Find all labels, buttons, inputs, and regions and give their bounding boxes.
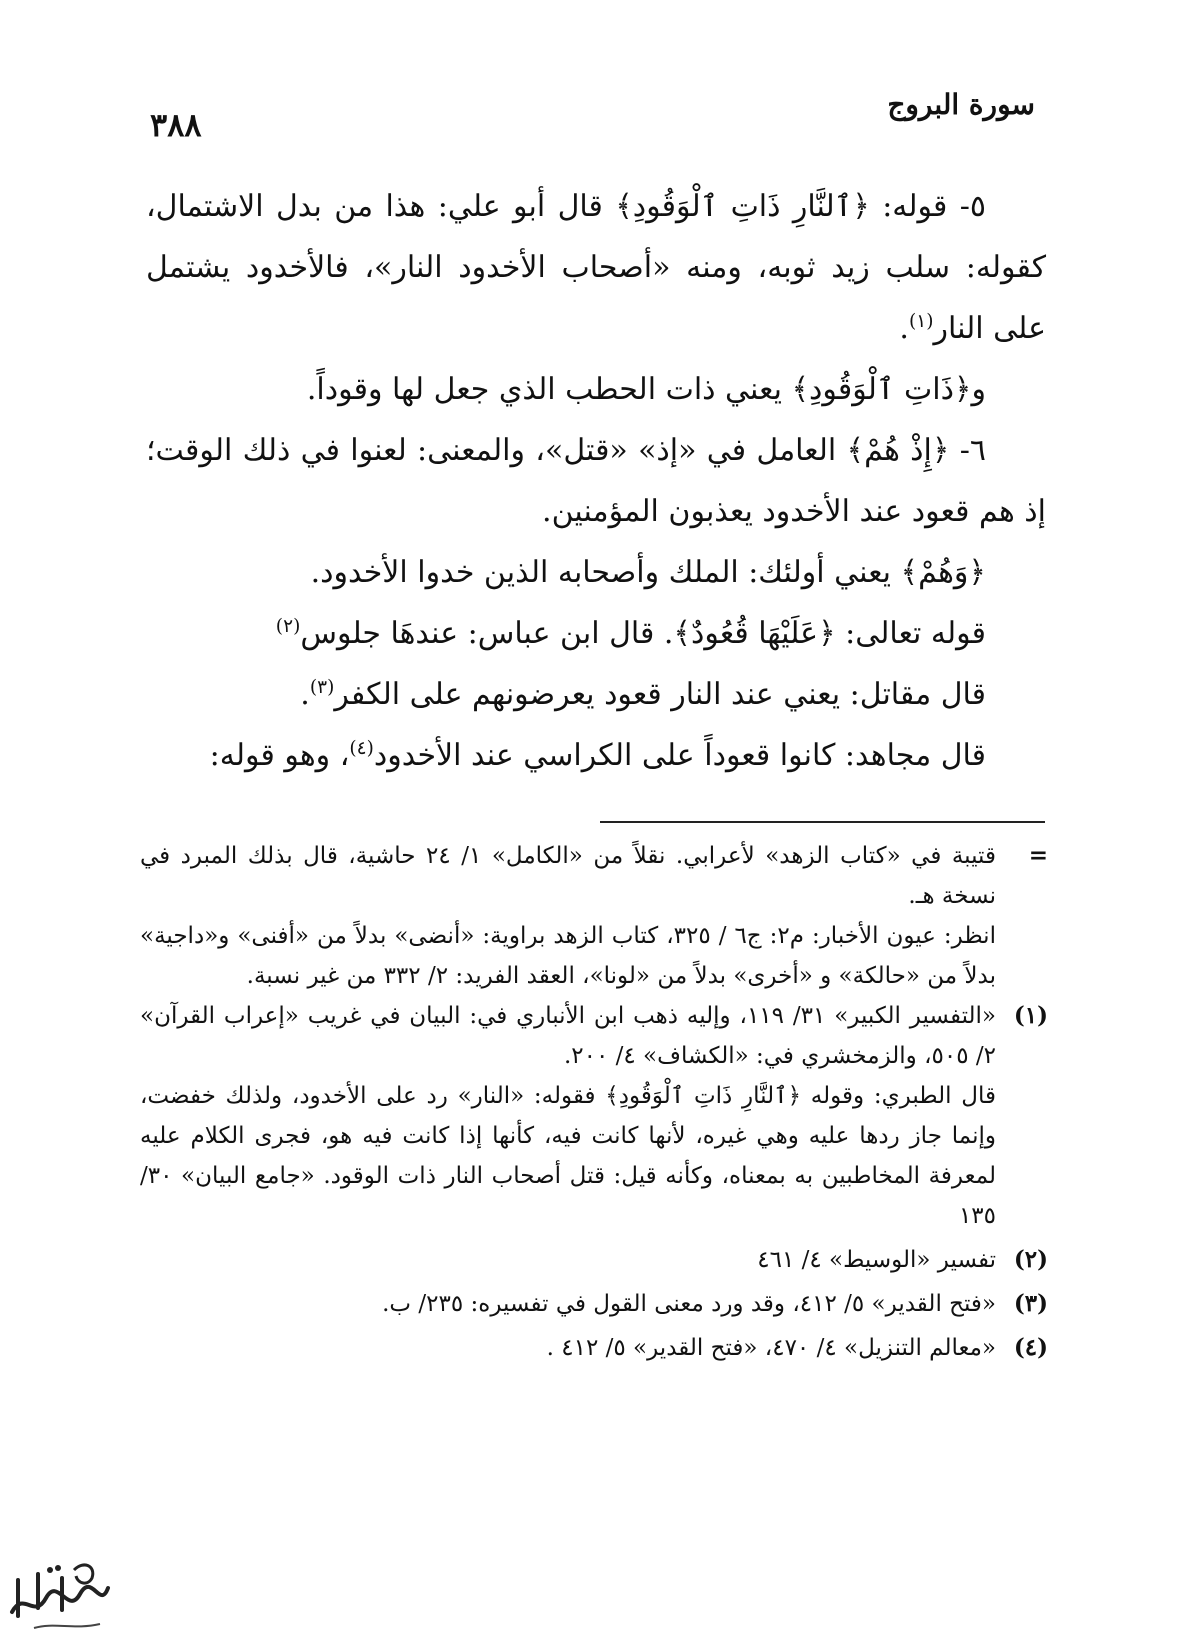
- running-header: [150, 88, 1035, 148]
- almostahmal-logo-icon: [4, 1550, 114, 1640]
- footnote-3: [140, 1284, 1048, 1324]
- footnote-1-paragraph-1: «التفسير الكبير» ٣١/ ١١٩، وإليه ذهب ابن الأنباري في: البيان في غريب «إعراب القرآن» ٢/ ٥٠٥، والزمخشري في: «الكشاف» ٤/ ٢٠٠.: [140, 1003, 996, 1069]
- footnote-4-text: «معالم التنزيل» ٤/ ٤٧٠، «فتح القدير» ٥/ ٤١٢ .: [546, 1335, 996, 1361]
- footnote-ref-3: (٣): [309, 677, 335, 698]
- footnote-1-marker: (١): [1013, 1002, 1048, 1029]
- paragraph-5-text: قوله تعالى: ﴿عَلَيْهَا قُعُودٌ﴾. قال ابن عباس: عندهَا جلوس: [300, 616, 986, 651]
- paragraph-1: [146, 176, 1046, 359]
- footnotes: [140, 836, 1048, 1368]
- paragraph-3: ٦- ﴿إِذْ هُمْ﴾ العامل في «إذ» «قتل»، والمعنى: لعنوا في ذلك الوقت؛ إذ هم قعود عند الأخدود يعذبون المؤمنين.: [146, 433, 1046, 529]
- paragraph-6-tail: .: [300, 677, 310, 712]
- footnote-4: [140, 1328, 1048, 1368]
- footnote-ref-4: (٤): [349, 738, 374, 759]
- main-text: [146, 176, 1046, 786]
- footnote-4-marker: (٤): [1013, 1334, 1048, 1361]
- footnote-1: [140, 996, 1048, 1236]
- paragraph-6: [146, 664, 1046, 725]
- paragraph-7: [146, 725, 1046, 786]
- page-number: ٣٨٨: [150, 106, 202, 144]
- footnote-3-text: «فتح القدير» ٥/ ٤١٢، وقد ورد معنى القول في تفسيره: ٢٣٥/ ب.: [382, 1291, 996, 1317]
- paragraph-1-tail: .: [899, 311, 909, 346]
- paragraph-7-tail: ، وهو قوله:: [209, 738, 350, 773]
- paragraph-1-text: ٥- قوله: ﴿ٱلنَّارِ ذَاتِ ٱلْوَقُودِ﴾ قال أبو علي: هذا من بدل الاشتمال، كقوله: سلب زيد ثوبه، ومنه «أصحاب الأخدود النار»، فالأخدود يشتمل على النار: [146, 189, 1046, 346]
- paragraph-7-text: قال مجاهد: كانوا قعوداً على الكراسي عند الأخدود: [373, 738, 986, 773]
- footnote-ref-2: (٢): [275, 616, 301, 637]
- footnote-separator: [600, 821, 1045, 823]
- footnote-continuation: [140, 836, 1048, 996]
- footnote-1-paragraph-2: قال الطبري: وقوله ﴿ٱلنَّارِ ذَاتِ ٱلْوَقُودِ﴾ فقوله: «النار» رد على الأخدود، ولذلك خفضت، وإنما جاز ردها عليه وهي غيره، لأنها كانت فيه، كأنها إذا كانت فيه هو، فجرى الكلام عليه لمعرفة المخاطبين به بمعناه، وكأنه قيل: قتل أصحاب النار ذات الوقود. «جامع البيان» ٣٠/ ١٣٥: [140, 1083, 996, 1229]
- footnote-2: [140, 1240, 1048, 1280]
- continuation-paragraph-1: قتيبة في «كتاب الزهد» لأعرابي. نقلاً من «الكامل» ١/ ٢٤ حاشية، قال بذلك المبرد في نسخة هـ.: [140, 843, 996, 909]
- running-title: سورة البروج: [887, 88, 1035, 121]
- paragraph-6-text: قال مقاتل: يعني عند النار قعود يعرضونهم على الكفر: [334, 677, 986, 712]
- continuation-paragraph-2: انظر: عيون الأخبار: م٢: ج٦ / ٣٢٥، كتاب الزهد براوية: «أنضى» بدلاً من «أفنى» و«داجية» بدلاً من «حالكة» و «أخرى» بدلاً من «لونا»، العقد الفريد: ٢/ ٣٣٢ من غير نسبة.: [140, 923, 996, 989]
- footnote-2-text: تفسير «الوسيط» ٤/ ٤٦١: [757, 1247, 996, 1273]
- continuation-marker: =: [1028, 842, 1048, 869]
- footnote-2-marker: (٢): [1013, 1246, 1048, 1273]
- paragraph-2: و﴿ذَاتِ ٱلْوَقُودِ﴾ يعني ذات الحطب الذي جعل لها وقوداً.: [306, 372, 986, 407]
- paragraph-4: ﴿وَهُمْ﴾ يعني أولئك: الملك وأصحابه الذين خدوا الأخدود.: [310, 555, 986, 590]
- paragraph-5: [146, 603, 1046, 664]
- footnote-3-marker: (٣): [1013, 1290, 1048, 1317]
- footnote-ref-1: (١): [908, 311, 934, 332]
